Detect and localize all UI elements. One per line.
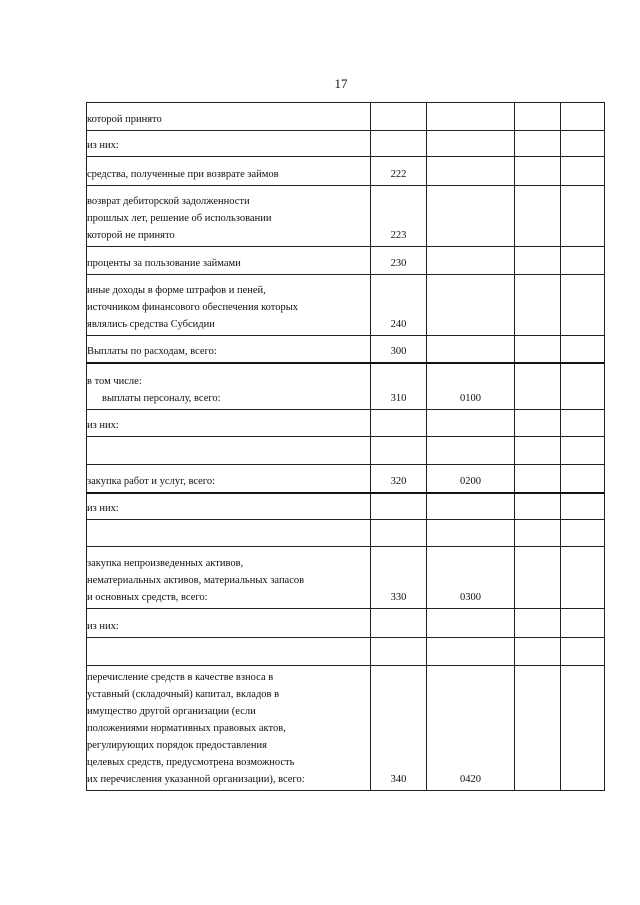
row-kbk-code: 0300 (427, 547, 515, 609)
row-description (87, 275, 371, 336)
row-code: 320 (371, 465, 427, 493)
row-code (371, 609, 427, 638)
row-code (371, 638, 427, 666)
row-value-cell (561, 186, 605, 247)
row-kbk-code: 0100 (427, 363, 515, 410)
row-description-line: являлись средства Субсидии (87, 319, 215, 330)
row-value-cell (561, 247, 605, 275)
row-kbk-code (427, 103, 515, 131)
row-kbk-code (427, 410, 515, 437)
row-value-cell (561, 157, 605, 186)
row-description-line: прошлых лет, решение об использовании (87, 213, 272, 224)
table-row (87, 247, 605, 275)
row-code: 330 (371, 547, 427, 609)
row-value-cell (561, 437, 605, 465)
row-value-cell (515, 465, 561, 493)
row-value-cell (561, 465, 605, 493)
row-code: 310 (371, 363, 427, 410)
row-kbk-code (427, 437, 515, 465)
row-value-cell (515, 437, 561, 465)
table-row (87, 437, 605, 465)
row-code: 340 (371, 666, 427, 791)
row-description (87, 437, 371, 465)
row-code: 240 (371, 275, 427, 336)
row-value-cell (515, 609, 561, 638)
table-row (87, 336, 605, 363)
row-value-cell (561, 131, 605, 157)
row-value-cell (515, 186, 561, 247)
row-description-line: проценты за пользование займами (87, 258, 241, 269)
row-description-line: их перечисления указанной организации), всего: (87, 774, 305, 785)
table-row (87, 638, 605, 666)
row-kbk-code: 0200 (427, 465, 515, 493)
row-description-line: уставный (складочный) капитал, вкладов в (87, 689, 280, 700)
report-table-body (87, 103, 605, 791)
row-kbk-code (427, 275, 515, 336)
row-value-cell (515, 547, 561, 609)
row-description-line: перечисление средств в качестве взноса в (87, 672, 274, 683)
row-kbk-code (427, 186, 515, 247)
row-description (87, 157, 371, 186)
row-description (87, 520, 371, 547)
row-description-line: закупка работ и услуг, всего: (87, 475, 216, 487)
table-row (87, 410, 605, 437)
row-description (87, 103, 371, 131)
row-kbk-code (427, 638, 515, 666)
row-code (371, 410, 427, 437)
row-value-cell (561, 638, 605, 666)
row-description-line: Выплаты по расходам, всего: (87, 345, 217, 357)
row-description-line: закупка непроизведенных активов, (87, 558, 244, 569)
table-row (87, 103, 605, 131)
row-description (87, 363, 371, 410)
row-code (371, 103, 427, 131)
row-value-cell (515, 336, 561, 363)
row-description-line: которой принято (87, 114, 162, 125)
row-description (87, 131, 371, 157)
row-kbk-code (427, 157, 515, 186)
row-description-line: регулирующих порядок предоставления (87, 740, 267, 751)
row-value-cell (515, 638, 561, 666)
row-value-cell (561, 666, 605, 791)
row-description (87, 410, 371, 437)
row-kbk-code (427, 336, 515, 363)
row-value-cell (515, 520, 561, 547)
row-kbk-code (427, 520, 515, 547)
row-description (87, 247, 371, 275)
table-row (87, 609, 605, 638)
row-description-line: из них: (87, 420, 119, 431)
row-value-cell (561, 547, 605, 609)
table-row (87, 363, 605, 410)
row-value-cell (515, 666, 561, 791)
table-row (87, 465, 605, 493)
row-description-line: из них: (87, 503, 119, 514)
row-description-line: положениями нормативных правовых актов, (87, 723, 286, 734)
financial-report-table (86, 102, 605, 791)
row-description (87, 609, 371, 638)
row-code (371, 437, 427, 465)
table-row (87, 520, 605, 547)
row-value-cell (515, 157, 561, 186)
row-value-cell (561, 609, 605, 638)
row-description (87, 465, 371, 493)
row-kbk-code (427, 131, 515, 157)
row-description (87, 638, 371, 666)
row-description (87, 547, 371, 609)
table-row (87, 131, 605, 157)
row-kbk-code (427, 247, 515, 275)
row-value-cell (561, 336, 605, 363)
row-description-line: в том числе: (87, 376, 142, 387)
row-description-line: имущество другой организации (если (87, 706, 256, 717)
row-value-cell (515, 103, 561, 131)
row-value-cell (561, 493, 605, 520)
table-row (87, 493, 605, 520)
row-description-line: источником финансового обеспечения которых (87, 302, 299, 313)
row-description-line: нематериальных активов, материальных запасов (87, 575, 305, 586)
row-value-cell (515, 493, 561, 520)
row-description-line: целевых средств, предусмотрена возможность (87, 757, 295, 768)
row-description (87, 336, 371, 363)
row-value-cell (561, 520, 605, 547)
row-kbk-code (427, 609, 515, 638)
row-code: 222 (371, 157, 427, 186)
row-value-cell (515, 363, 561, 410)
row-code: 223 (371, 186, 427, 247)
row-description (87, 493, 371, 520)
table-row (87, 666, 605, 791)
table-row (87, 547, 605, 609)
row-code (371, 131, 427, 157)
row-description-line: средства, полученные при возврате займов (87, 169, 279, 180)
table-row (87, 157, 605, 186)
row-kbk-code (427, 493, 515, 520)
row-code: 300 (371, 336, 427, 363)
row-code (371, 520, 427, 547)
row-value-cell (515, 275, 561, 336)
row-value-cell (561, 275, 605, 336)
row-description-line: выплаты персоналу, всего: (102, 393, 221, 404)
page-number: 17 (334, 76, 348, 91)
row-description-line: из них: (87, 140, 119, 151)
table-row (87, 186, 605, 247)
row-value-cell (515, 410, 561, 437)
row-description-line: из них: (87, 621, 119, 632)
row-value-cell (561, 363, 605, 410)
row-value-cell (515, 247, 561, 275)
row-value-cell (561, 103, 605, 131)
row-code (371, 493, 427, 520)
row-code: 230 (371, 247, 427, 275)
row-description-line: и основных средств, всего: (87, 592, 208, 603)
row-description (87, 666, 371, 791)
row-value-cell (561, 410, 605, 437)
row-kbk-code: 0420 (427, 666, 515, 791)
row-description-line: возврат дебиторской задолженности (87, 196, 250, 207)
row-value-cell (515, 131, 561, 157)
row-description (87, 186, 371, 247)
row-description-line: иные доходы в форме штрафов и пеней, (87, 285, 266, 296)
table-row (87, 275, 605, 336)
row-description-line: которой не принято (87, 230, 175, 241)
